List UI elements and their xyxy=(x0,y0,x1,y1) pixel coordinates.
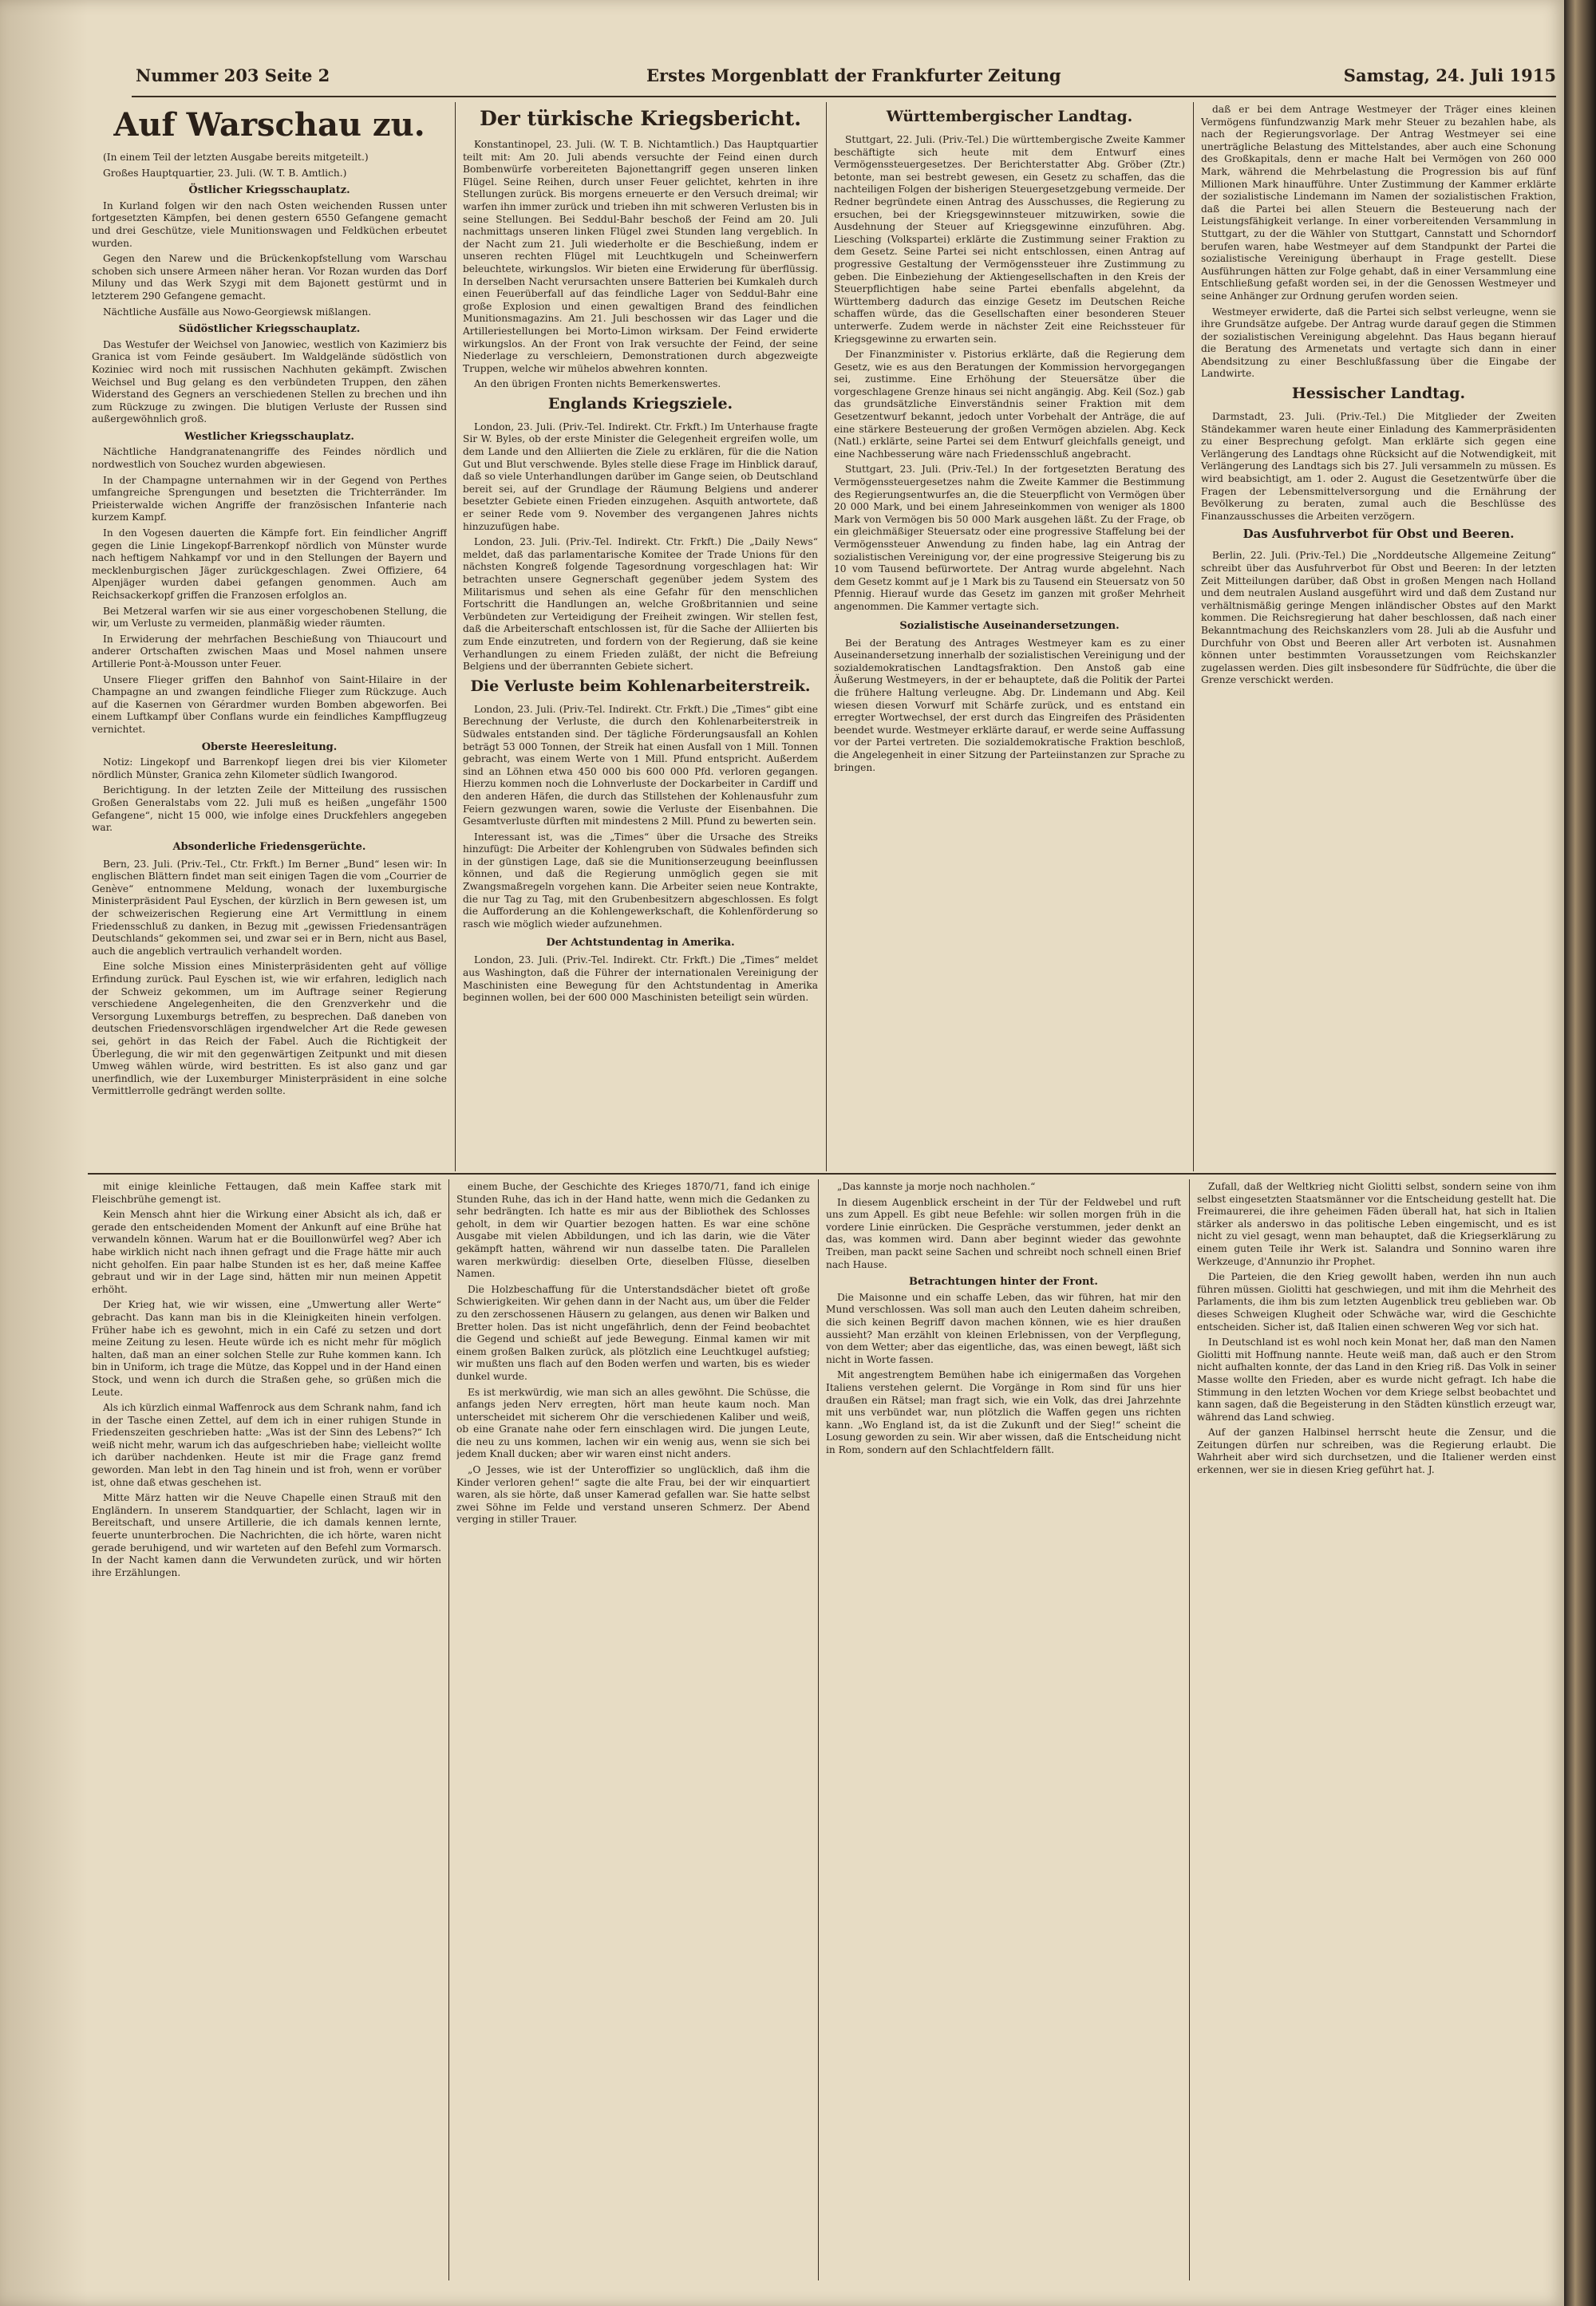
feuilleton-column-4 xyxy=(1197,1181,1556,2282)
article-column-4 xyxy=(1201,104,1556,1169)
subheading: Westlicher Kriegsschauplatz. xyxy=(184,430,354,443)
column-rule xyxy=(455,102,456,1171)
paragraph: In der Champagne unternahmen wir in der Gegend von Perthes umfangreiche Sprengungen und besetzten die Trichterränder. Im Prieisterwalde wichen Angriffe der französischen Infanterie nach kurzem Kampf. xyxy=(92,474,447,523)
headline-hessen: Hessischer Landtag. xyxy=(1291,385,1466,403)
paragraph: London, 23. Juli. (Priv.-Tel. Indirekt. Ctr. Frkft.) Die „Times“ gibt eine Berechnung der Verluste, die durch den Kohlenarbeiterstreik in Südwales entstanden sind. Der tägliche Förderungsausfall an Kohlen beträgt 53 000 Tonnen, der Streik hat einen Ausfall von 1 Mill. Tonnen gebracht, was einem Werte von 1 Mill. Pfund entspricht. Außerdem sind an Löhnen etwa 450 000 bis 600 000 Pfd. verloren gegangen. Hierzu kommen noch die Lohnverluste der Dockarbeiter in Cardiff und den anderen Häfen, die durch das Stillstehen der Kohlenausfuhr zum Feiern gezwungen waren, sowie die Verluste der Eisenbahnen. Die Gesamtverluste dürften mit mindestens 2 Mill. Pfund zu bewerten sein. xyxy=(463,703,818,827)
paragraph: Stuttgart, 22. Juli. (Priv.-Tel.) Die württembergische Zweite Kammer beschäftigte sich heute mit dem Entwurf eines Vermögenssteuergesetzes. Der Berichterstatter Abg. Gröber (Ztr.) betonte, man sei bestrebt gewesen, ein Gesetz zu schaffen, das die nachteiligen Folgen der bisherigen Steuergesetzgebung vermeide. Der Redner begründete einen Antrag des Ausschusses, die Regierung zu ersuchen, bei der Kriegsgewinnsteuer mitzuwirken, sowie die Ausdehnung der Steuer auf Kriegsgewinne einzuführen. Abg. Liesching (Volkspartei) erklärte die Zustimmung seiner Fraktion zu dem Gesetz. Seine Partei sei nicht entschlossen, einen Antrag auf progressive Gestaltung der Vermögenssteuer ihre Zustimmung zu geben. Die Einbeziehung der Aktiengesellschaften in den Kreis der Steuerpflichtigen habe seine Partei ebenfalls abgelehnt, da Württemberg dadurch das einzige Gesetz im Deutschen Reiche schaffen würde, das die Gesellschaften einer besonderen Steuer unterwerfe. Zudem werde in nächster Zeit eine Reichssteuer für Kriegsgewinne zu erwarten sein. xyxy=(834,134,1185,345)
headline-ausfuhrverbot: Das Ausfuhrverbot für Obst und Beeren. xyxy=(1242,527,1515,542)
headline-englands-kriegsziele: Englands Kriegsziele. xyxy=(547,394,733,413)
paragraph: Berlin, 22. Juli. (Priv.-Tel.) Die „Norddeutsche Allgemeine Zeitung“ schreibt über das Ausfuhrverbot für Obst und Beeren: In der letzten Zeit Mitteilungen darüber, daß Obst in großen Mengen nach Holland und dem neutralen Ausland ausgeführt wird und daß dem Zustand nur verhältnismäßig geringe Mengen inländischer Obstes auf den Markt kommen. Die Reichsregierung hat daher beschlossen, daß nach einer Bekanntmachung des Reichskanzlers vom 28. Juli ab die Ausfuhr und Durchfuhr von Obst und Beeren aller Art verboten ist. Ausnahmen können unter bestimmten Voraussetzungen vom Reichskanzler zugelassen werden. Dies gilt insbesondere für Südfrüchte, die über die Grenze verschickt werden. xyxy=(1201,550,1556,686)
paragraph: In diesem Augenblick erscheint in der Tür der Feldwebel und ruft uns zum Appell. Es gibt neue Befehle: wir sollen morgen früh in die vordere Linie einrücken. Die Gespräche verstummen, jeder denkt an das, was kommen wird. Dann aber beginnt wieder das gewohnte Treiben, man packt seine Sachen und schreibt noch schnell einen Brief nach Hause. xyxy=(826,1196,1181,1270)
column-rule xyxy=(1193,102,1194,1171)
header-masthead: Erstes Morgenblatt der Frankfurter Zeitung xyxy=(646,65,1061,85)
headline-wuerttemberg: Württembergischer Landtag. xyxy=(886,108,1133,125)
paragraph: London, 23. Juli. (Priv.-Tel. Indirekt. Ctr. Frkft.) Im Unterhause fragte Sir W. Byles, ob der erste Minister die Gelegenheit ergreifen wolle, um dem Lande und den Alliierten die Ziele zu erklären, für die die Nation Gut und Blut verschwende. Byles stelle diese Frage im Hinblick darauf, daß so viele Unterhandlungen darüber im Gange seien, ob Deutschland bereit sei, auf der Grundlage der Räumung Belgiens und anderer besetzter Gebiete einen Frieden einzugehen. Asquith antwortete, daß er seiner Rede vom 9. November des vergangenen Jahres nichts hinzuzufügen habe. xyxy=(463,421,818,532)
paragraph: „O Jesses, wie ist der Unteroffizier so unglücklich, daß ihm die Kinder verloren gehen!“ sagte die alte Frau, bei der wir einquartiert waren, als sie hörte, daß unser Kamerad gefallen war. Sie hatte selbst zwei Söhne im Felde und verstand unseren Schmerz. Der Abend verging in stiller Trauer. xyxy=(456,1464,810,1526)
paragraph: Die Holzbeschaffung für die Unterstandsdächer bietet oft große Schwierigkeiten. Wir gehen dann in der Nacht aus, um über die Felder zu den zerschossenen Häusern zu gelangen, aus denen wir Balken und Bretter holen. Das ist nicht ungefährlich, denn der Feind beobachtet die Gegend und schießt auf jede Bewegung. Einmal kamen wir mit einem großen Balken zurück, als plötzlich eine Leuchtkugel aufstieg; wir mußten uns flach auf den Boden werfen und warten, bis es wieder dunkel wurde. xyxy=(456,1283,810,1382)
paragraph: Bern, 23. Juli. (Priv.-Tel., Ctr. Frkft.) Im Berner „Bund“ lesen wir: In englischen Blättern findet man seit einigen Tagen die vom „Courrier de Genève“ entnommene Meldung, wonach der luxemburgische Ministerpräsident Paul Eyschen, der kürzlich in Bern gewesen ist, um der schweizerischen Regierung eine Art Vermittlung in einem Friedensschluß zu danken, in Bezug mit „gewissen Friedensanträgen Deutschlands“ gekommen sei, und zwar sei er in Bern, nicht aus Basel, auch die angeblich vertraulich verhandelt worden. xyxy=(92,858,447,957)
paragraph: Großes Hauptquartier, 23. Juli. (W. T. B. Amtlich.) xyxy=(103,167,347,179)
subheading-betrachtungen: Betrachtungen hinter der Front. xyxy=(909,1276,1098,1289)
paragraph: einem Buche, der Geschichte des Krieges 1870/71, fand ich einige Stunden Ruhe, das ich in der Hand hatte, wenn mich die Gedanken zu sehr bedrängten. Ich hatte es mir aus der Bibliothek des Schlosses geholt, in dem wir Quartier bezogen hatten. Es war eine schöne Ausgabe mit vielen Abbildungen, und ich las darin, wie die Väter gekämpft hatten, während wir nun dasselbe taten. Die Parallelen waren merkwürdig: dieselben Orte, dieselben Flüsse, dieselben Namen. xyxy=(456,1181,810,1280)
paragraph: Der Krieg hat, wie wir wissen, eine „Umwertung aller Werte“ gebracht. Das kann man bis in die Kleinigkeiten hinein verfolgen. Früher habe ich es gewohnt, mich in ein Café zu setzen und dort meine Zeitung zu lesen. Heute würde ich es nicht mehr für möglich halten, daß man an einer solchen Stelle zur Ruhe kommen kann. Ich bin in Uniform, ich trage die Mütze, das Koppel und in der Hand einen Stock, und wenn ich durch die Straßen gehe, so grüßen mich die Leute. xyxy=(92,1299,441,1398)
article-column-1 xyxy=(92,104,447,1169)
paragraph: daß er bei dem Antrage Westmeyer der Träger eines kleinen Vermögens fünfundzwanzig Mark mehr Steuer zu bezahlen habe, als nach der Regierungsvorlage. Der Antrag Westmeyer sei eine unerträgliche Belastung des Mittelstandes, aber auch eine Schonung des Großkapitals, denn er mache Halt bei Vermögen von 260 000 Mark, während die Mehrbelastung die Progression bis auf fünf Millionen Mark hinaufführe. Unter Zustimmung der Kammer erklärte der sozialistische Lindemann im Namen der sozialistischen Fraktion, daß die Partei bei allen Steuern die Besteuerung nach der Leistungsfähigkeit verlange. In einer vorbereitenden Versammlung in Stuttgart, zu der die Wähler von Stuttgart, Cannstatt und Schorndorf berufen waren, habe Westmeyer auf dem Standpunkt der Partei die sozialistische Vereinigung überhaupt in Frage gestellt. Diese Ausführungen hätten zur Folge gehabt, daß in einer Versammlung eine Entschließung gefaßt worden sei, in der die Genossen Westmeyer und seine Anhänger zur Ordnung gerufen worden seien. xyxy=(1201,104,1556,302)
paragraph: Es ist merkwürdig, wie man sich an alles gewöhnt. Die Schüsse, die anfangs jeden Nerv erregten, hört man heute kaum noch. Man unterscheidet mit sicherem Ohr die verschiedenen Kaliber und weiß, ob eine Granate nahe oder fern einschlagen wird. Die jungen Leute, die neu zu uns kommen, lachen wir ein wenig aus, wenn sie sich bei jedem Knall ducken; aber wir waren einst nicht anders. xyxy=(456,1386,810,1460)
paragraph: In den Vogesen dauerten die Kämpfe fort. Ein feindlicher Angriff gegen die Linie Lingekopf-Barrenkopf nördlich von Münster wurde nach heftigem Nahkampf vor und in den Stellungen der Bayern und mecklenburgischen Jäger zurückgeschlagen. Zwei Offiziere, 64 Alpenjäger wurden dabei gefangen genommen. Auch am Reichsackerkopf griffen die Franzosen erfolglos an. xyxy=(92,527,447,601)
paragraph: In Kurland folgen wir den nach Osten weichenden Russen unter fortgesetzten Kämpfen, bei denen gestern 6550 Gefangene gemacht und drei Geschütze, viele Munitionswagen und Feldküchen erbeutet wurden. xyxy=(92,199,447,249)
paragraph: Nächtliche Handgranatenangriffe des Feindes nördlich und nordwestlich von Souchez wurden abgewiesen. xyxy=(92,446,447,471)
paragraph: Berichtigung. In der letzten Zeile der Mitteilung des russischen Großen Generalstabs vom 22. Juli muß es heißen „ungefähr 1500 Gefangene“, nicht 15 000, wie infolge eines Druckfehlers angegeben war. xyxy=(92,784,447,834)
book-edge xyxy=(1564,0,1596,2306)
header-rule xyxy=(132,96,1556,97)
header-issue: Nummer 203 Seite 2 xyxy=(136,65,330,85)
subheading-achtstundentag: Der Achtstundentag in Amerika. xyxy=(546,937,735,950)
column-rule xyxy=(448,1179,449,2280)
article-column-3 xyxy=(834,104,1185,1169)
paragraph: Konstantinopel, 23. Juli. (W. T. B. Nichtamtlich.) Das Hauptquartier teilt mit: Am 20. Juli abends versuchte der Feind einen durch Bombenwürfe vorbereiteten Bajonettangriff gegen unseren linken Flügel. Seine Reihen, durch unser Feuer gelichtet, kehrten in ihre Stellungen zurück. Bis morgens erneuerte er den Versuch dreimal; wir warfen ihn immer zurück und trieben ihn mit schweren Verlusten bis in seine Stellungen. Bei Seddul-Bahr beschoß der Feind am 20. Juli nachmittags unseren linken Flügel zwei Stunden lang vergeblich. In der Nacht zum 21. Juli wiederholte er die Beschießung, indem er unseren rechten Flügel mit Leuchtkugeln und Scheinwerfern beleuchtete, wirkungslos. Wir bieten eine Erwiderung für überflüssig. In derselben Nacht verursachten unsere Batterien bei Kumkaleh durch einen Feuerüberfall auf das feindliche Lager von Seddul-Bahr eine große Explosion und einen gewaltigen Brand des feindlichen Munitionsmagazins. Am 21. Juli beschossen wir das Lager und die Artilleriestellungen bei Morto-Limon wirksam. Der Feind erwiderte wirkungslos. An der Front von Irak versuchte der Feind, der seine Niederlage zu verschleiern, Demonstrationen durch abgezweigte Truppen, welche wir mühelos abwehren konnten. xyxy=(463,139,818,374)
feuilleton-column-1 xyxy=(92,1181,441,2282)
paragraph: Nächtliche Ausfälle aus Nowo-Georgiewsk mißlangen. xyxy=(103,306,372,318)
paragraph: In Deutschland ist es wohl noch kein Monat her, daß man den Namen Giolitti mit Hoffnung nannte. Heute weiß man, daß auch er den Strom nicht aufhalten konnte, der das Land in den Krieg riß. Das Volk in seiner Masse wollte den Frieden, aber es wurde nicht gefragt. Ich habe die Stimmung in den letzten Wochen vor dem Kriege selbst beobachtet und kann sagen, daß die Begeisterung in den Städten künstlich erzeugt war, während das Land schwieg. xyxy=(1197,1337,1556,1423)
paragraph: „Das kannste ja morje noch nachholen.“ xyxy=(837,1181,1036,1192)
subheading-sozialistisch: Sozialistische Auseinandersetzungen. xyxy=(899,619,1120,632)
header-date: Samstag, 24. Juli 1915 xyxy=(1343,65,1556,85)
paragraph: Stuttgart, 23. Juli. (Priv.-Tel.) In der fortgesetzten Beratung des Vermögenssteuergesetzes nahm die Zweite Kammer die Bestimmung des Regierungsentwurfes an, die die Steuerpflicht von Vermögen über 20 000 Mark, und bei einem Jahreseinkommen von weniger als 1800 Mark von Vermögen bis 50 000 Mark ausgehen läßt. Zu der Frage, ob ein gleichmäßiger Steuersatz oder eine progressive Staffelung bei der Vermögenssteuer Anwendung zu finden habe, lag ein Antrag der sozialistischen Vereinigung vor, der eine progressive Steigerung bis zu 10 vom Tausend befürwortete. Der Antrag wurde abgelehnt. Nach dem Gesetz kommt auf je 1 Mark bis zu Tausend ein Steuersatz von 50 Pfennig. Hierauf wurde das Gesetz im ganzen mit großer Mehrheit angenommen. Die Kammer vertagte sich. xyxy=(834,464,1185,612)
paragraph: Gegen den Narew und die Brückenkopfstellung vom Warschau schoben sich unsere Armeen näher heran. Vor Rozan wurden das Dorf Miluny und das Werk Szygi mit dem Bajonett gestürmt und in letzterem 290 Gefangene gemacht. xyxy=(92,253,447,302)
paragraph: Die Parteien, die den Krieg gewollt haben, werden ihn nun auch führen müssen. Giolitti hat geschwiegen, und mit ihm die Mehrheit des Parlaments, die ihm bis zum letzten Augenblick treu geblieben war. Ob dieses Schweigen Klugheit oder Schwäche war, wird die Geschichte entscheiden. Sicher ist, daß Italien einen schweren Weg vor sich hat. xyxy=(1197,1271,1556,1333)
paragraph: Notiz: Lingekopf und Barrenkopf liegen drei bis vier Kilometer nördlich Münster, Granica zehn Kilometer südlich Iwangorod. xyxy=(92,756,447,780)
feuilleton-column-2 xyxy=(456,1181,810,2282)
paragraph: Kein Mensch ahnt hier die Wirkung einer Absicht als ich, daß er gerade den entscheidenden Moment der Ankunft auf eine Brühe hat verwandeln können. Warum hat er die Bouillonwürfel weg? Aber ich habe wirklich nicht nach ihnen gefragt und die Frage hätte mir auch nicht geholfen. Ein paar halbe Stunden ist es her, daß meine Kaffee gebraut und wir in der Lage sind, hätten mir nun meinen Appetit erhöht. xyxy=(92,1209,441,1295)
paragraph: Darmstadt, 23. Juli. (Priv.-Tel.) Die Mitglieder der Zweiten Ständekammer waren heute einer Einladung des Kammerpräsidenten zu einer Besprechung gefolgt. Man erklärte sich gegen eine Verlängerung des Landtags ohne Rücksicht auf die Notwendigkeit, mit Verlängerung des Landtags sich bis 27. Juli versammeln zu müssen. Es wird beabsichtigt, am 1. oder 2. August die Gesetzentwürfe über die Fragen der Lebensmittelversorgung und die Ernährung der Bevölkerung zu beraten, zumal auch die Beschlüsse des Finanzausschusses die Arbeiten verzögern. xyxy=(1201,411,1556,522)
paragraph: (In einem Teil der letzten Ausgabe bereits mitgeteilt.) xyxy=(103,152,369,163)
headline-tuerkisch: Der türkische Kriegsbericht. xyxy=(480,107,801,130)
subheading-friedensgeruechte: Absonderliche Friedensgerüchte. xyxy=(172,840,366,853)
headline-kohlenarbeiterstreik: Die Verluste beim Kohlenarbeiterstreik. xyxy=(470,677,811,695)
paragraph: Mit angestrengtem Bemühen habe ich einigermaßen das Vorgehen Italiens verstehen gelernt. Die Vorgänge in Rom sind für uns hier draußen ein Rätsel; man fragt sich, wie ein Volk, das drei Jahrzehnte mit uns verbündet war, nun plötzlich die Waffen gegen uns richten kann. „Wo England ist, da ist die Zukunft und der Sieg!“ scheint die Losung geworden zu sein. Wir aber wissen, daß die Entscheidung nicht in Rom, sondern auf den Schlachtfeldern fällt. xyxy=(826,1369,1181,1455)
paragraph: Bei Metzeral warfen wir sie aus einer vorgeschobenen Stellung, die wir, um Verluste zu vermeiden, planmäßig wieder räumten. xyxy=(92,605,447,630)
article-column-2 xyxy=(463,104,818,1169)
paragraph: Als ich kürzlich einmal Waffenrock aus dem Schrank nahm, fand ich in der Tasche einen Zettel, auf dem ich in einer ruhigen Stunde in Friedenszeiten geschrieben hatte: „Was ist der Sinn des Lebens?“ Ich weiß nicht mehr, warum ich das aufgeschrieben habe; vielleicht wollte ich darüber nachdenken. Heute ist mir die Frage ganz fremd geworden. Man lebt in den Tag hinein und ist froh, wenn er vorüber ist, ohne daß etwas geschehen ist. xyxy=(92,1402,441,1488)
column-rule xyxy=(818,1179,819,2280)
column-rule xyxy=(1189,1179,1190,2280)
paragraph: Unsere Flieger griffen den Bahnhof von Saint-Hilaire in der Champagne an und zwangen feindliche Flieger zum Rückzuge. Auch auf die Kasernen von Gérardmer wurden Bomben abgeworfen. Bei einem Luftkampf über Conflans wurde ein feindliches Kampfflugzeug vernichtet. xyxy=(92,673,447,735)
paragraph: Die Maisonne und ein schaffe Leben, das wir führen, hat mir den Mund verschlossen. Was soll man auch den Leuten daheim schreiben, die sich keinen Begriff davon machen können, wie es hier draußen aussieht? Man erzählt von kleinen Erlebnissen, von der Verpflegung, von dem Wetter; aber das eigentliche, das, was einen bewegt, läßt sich nicht in Worte fassen. xyxy=(826,1291,1181,1365)
feuilleton-rule xyxy=(88,1173,1556,1175)
paragraph: Bei der Beratung des Antrages Westmeyer kam es zu einer Auseinandersetzung innerhalb der sozialistischen Vereinigung und der sozialdemokratischen Landtagsfraktion. Den Anstoß gab eine Äußerung Westmeyers, in der er behauptete, daß die Politik der Partei die frühere Haltung verleugne. Abg. Dr. Lindemann und Abg. Keil wiesen diesen Vorwurf mit Schärfe zurück, und es entstand ein erregter Wortwechsel, der erst durch das Eingreifen des Präsidenten beendet wurde. Westmeyer erklärte darauf, er werde seine Auffassung vor der Partei vertreten. Die sozialdemokratische Fraktion beschloß, die Angelegenheit in einer Sitzung der Parteiinstanzen zur Sprache zu bringen. xyxy=(834,637,1185,773)
paragraph: Westmeyer erwiderte, daß die Partei sich selbst verleugne, wenn sie ihre Grundsätze aufgebe. Der Antrag wurde darauf gegen die Stimmen der sozialistischen Vereinigung abgelehnt. Das Haus begann hierauf die Beratung des Armenetats und vertagte sich dann in einer Abendsitzung zu einer Beschlußfassung über die Eingabe der Landwirte. xyxy=(1201,306,1556,380)
feuilleton-column-3 xyxy=(826,1181,1181,2282)
paragraph: London, 23. Juli. (Priv.-Tel. Indirekt. Ctr. Frkft.) Die „Daily News“ meldet, daß das parlamentarische Komitee der Trade Unions für den nächsten Kongreß folgende Tagesordnung vorgeschlagen hat: Wir betrachten unsere Gegnerschaft gegenüber jedem System des Militarismus und sehen als eine Gefahr für den menschlichen Fortschritt die Handlungen an, welche Großbritannien und seine Verbündeten zur Verteidigung der Freiheit zwingen. Wir stellen fest, daß die Arbeiterschaft entschlossen ist, für die Sache der Alliierten bis zum Ende einzutreten, und fordern von der Regierung, daß sie keine Verhandlungen zu einem Frieden zuläßt, der nicht die Befreiung Belgiens und der überrannten Gebiete sichert. xyxy=(463,536,818,673)
subheading: Östlicher Kriegsschauplatz. xyxy=(188,184,350,197)
paragraph: Interessant ist, was die „Times“ über die Ursache des Streiks hinzufügt: Die Arbeiter der Kohlengruben von Südwales befinden sich in der günstigen Lage, daß sie die Munitionserzeugung beeinflussen können, und daß die Regierung unmöglich gegen sie mit Zwangsmaßregeln vorgehen kann. Die Arbeiter seien neue Kontrakte, die nur Tag zu Tag, mit den Grubenbesitzern abgeschlossen. Es folgt die Aufforderung an die Kohlengewerkschaft, die Kohlenförderung so rasch wie möglich wieder aufzunehmen. xyxy=(463,831,818,930)
signature: Oberste Heeresleitung. xyxy=(201,740,338,753)
paragraph: In Erwiderung der mehrfachen Beschießung von Thiaucourt und anderer Ortschaften zwischen Maas und Mosel nahmen unsere Artillerie Pont-à-Mousson unter Feuer. xyxy=(92,633,447,669)
paragraph: mit einige kleinliche Fettaugen, daß mein Kaffee stark mit Fleischbrühe gemengt ist. xyxy=(92,1181,441,1205)
paragraph: London, 23. Juli. (Priv.-Tel. Indirekt. Ctr. Frkft.) Die „Times“ meldet aus Washington, daß die Führer der internationalen Vereinigung der Maschinisten eine Bewegung für den Achtstundentag in Amerika beginnen wollen, bei der 600 000 Maschinisten beteiligt sein würden. xyxy=(463,954,818,1004)
page-header xyxy=(136,65,1556,94)
paragraph: An den übrigen Fronten nichts Bemerkenswertes. xyxy=(474,378,721,390)
paragraph: Das Westufer der Weichsel von Janowiec, westlich von Kazimierz bis Granica ist vom Feinde gesäubert. Im Waldgelände südöstlich von Koziniec wird noch mit russischen Nachhuten gekämpft. Zwischen Weichsel und Bug gelang es den verbündeten Truppen, den zähen Widerstand des Gegners an verschiedenen Stellen zu brechen und ihn zum Rückzuge zu zwingen. Die blutigen Verluste der Russen sind außergewöhnlich groß. xyxy=(92,338,447,425)
column-rule xyxy=(826,102,827,1171)
paragraph: Der Finanzminister v. Pistorius erklärte, daß die Regierung dem Gesetz, wie es aus den Beratungen der Kommission hervorgegangen sei, zustimme. Eine Erhöhung der Steuersätze über die vorgeschlagene Grenze hinaus sei nicht angängig. Abg. Keil (Soz.) gab das grundsätzliche Einverständnis seiner Fraktion mit dem Gesetzentwurf bekannt, jedoch unter Vorbehalt der Anträge, die auf eine stärkere Besteuerung der großen Vermögen abzielen. Abg. Keck (Natl.) erklärte, seine Partei sei dem Entwurf gleichfalls geneigt, und eine Nachbesserung wäre nach Friedensschluß angebracht. xyxy=(834,349,1185,460)
page-binding-shadow xyxy=(0,0,88,2306)
headline-warschau: Auf Warschau zu. xyxy=(113,106,425,144)
paragraph: Auf der ganzen Halbinsel herrscht heute die Zensur, und die Zeitungen dürfen nur schreiben, was die Regierung erlaubt. Die Wahrheit aber wird sich durchsetzen, und die Italiener werden einst erkennen, wer sie in diesen Krieg geführt hat. J. xyxy=(1197,1427,1556,1476)
paragraph: Eine solche Mission eines Ministerpräsidenten geht auf völlige Erfindung zurück. Paul Eyschen ist, wie wir erfahren, lediglich nach der Schweiz gekommen, um im Auftrage seiner Regierung verschiedene Angelegenheiten, die den Grenzverkehr und die Versorgung Luxemburgs betreffen, zu besprechen. Daß daneben von deutschen Friedensvorschlägen irgendwelcher Art die Rede gewesen sei, gehört in das Reich der Fabel. Auch die Richtigkeit der Überlegung, die wir mit den gegenwärtigen Zeitpunkt und mit diesen Umweg wählen würde, wird bestritten. Es ist also ganz und gar unerfindlich, wie der Luxemburger Ministerpräsident in eine solche Vermittlerrolle gedrängt werden sollte. xyxy=(92,961,447,1097)
paragraph: Zufall, daß der Weltkrieg nicht Giolitti selbst, sondern seine von ihm selbst eingesetzten Staatsmänner vor die Entscheidung gestellt hat. Die Freimaurerei, die ihre geheimen Fäden überall hat, hat sich in Italien stärker als anderswo in das politische Leben eingemischt, und es ist nicht zu viel gesagt, wenn man behauptet, daß die Kriegserklärung zu einem guten Teile ihr Werk ist. Salandra und Sonnino waren ihre Werkzeuge, d'Annunzio ihr Prophet. xyxy=(1197,1181,1556,1267)
paragraph: Mitte März hatten wir die Neuve Chapelle einen Strauß mit den Engländern. In unserem Standquartier, der Schlacht, lagen wir in Bereitschaft, und unsere Artillerie, die ich damals kennen lernte, feuerte ununterbrochen. Die Nachrichten, die ich hörte, waren nicht gerade beruhigend, und wir warteten auf den Befehl zum Vormarsch. In der Nacht kamen dann die Verwundeten zurück, und wir hörten ihre Erzählungen. xyxy=(92,1492,441,1578)
subheading: Südöstlicher Kriegsschauplatz. xyxy=(178,323,361,336)
